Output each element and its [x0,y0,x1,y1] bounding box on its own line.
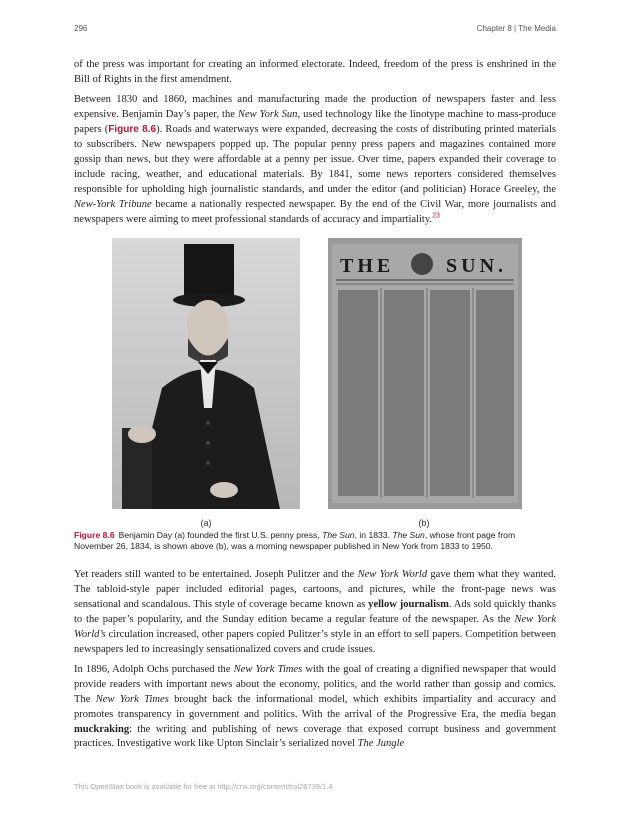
masthead-left: THE [340,255,395,277]
benjamin-day-portrait [112,238,300,509]
masthead-right: SUN. [446,255,508,277]
figure-caption: Figure 8.6 Benjamin Day (a) founded the first U.S. penny press, The Sun, in 1833. The Sun, whose front page from November 26, 1834, is shown above (b), was a morning newspaper published in New York from 1833 to 1950. [74,530,516,552]
key-term: muckraking [74,723,130,735]
page-number: 296 [74,24,88,33]
footnote-link[interactable]: 23 [432,212,440,220]
label-a: (a) [200,518,212,528]
paragraph: In 1896, Adolph Ochs purchased the New York Times with the goal of creating a dignified newspaper that would provide readers with important news about the economy, politics, and the world rather than gossip and comics. The New York Times brought back the informational model, which exhibits impartiality and accuracy and promotes transparency in government and politics. With the arrival of the Progressive Era, the media began muckraking: the writing and publishing of news coverage that exposed corrupt business and government practices. Investigative work like Upton Sinclair’s serialized novel The Jungle [74,663,556,750]
body-text-top [74,58,556,233]
page-footer: This OpenStax book is available for free at http://cnx.org/content/col26739/1.4 [74,782,333,791]
paragraph: of the press was important for creating an informed electorate. Indeed, freedom of the press is enshrined in the Bill of Rights in the first amendment. [74,59,556,85]
newspaper-name: New York Sun [237,109,298,121]
body-text-bottom [74,568,556,758]
figure-link[interactable]: Figure 8.6 [108,124,157,136]
the-sun-front-page [328,238,522,509]
newspaper-name: New-York Tribune [74,198,152,210]
caption-label: Figure 8.6 [74,530,115,540]
chapter-title: Chapter 8 | The Media [476,24,556,33]
page-header [74,24,556,33]
key-term: yellow journalism [368,598,449,610]
paragraph: Between 1830 and 1860, machines and manufacturing made the production of newspapers faster and less expensive. Benjamin Day’s paper, the New York Sun, used technology like the linotype machine to mass-produce papers (Figure 8.6). Roads and waterways were expanded, decreasing the costs of distributing printed materials to subscribers. New newspapers popped up. The popular penny press papers and magazines contained more gossip than news, but they were affordable at a penny per issue. Over time, papers expanded their coverage to include racing, weather, and educational materials. By 1841, some news reporters considered themselves responsible for upholding high journalistic standards, and under the editor (and politician) Horace Greeley, the New-York Tribune became a nationally respected newspaper. By the end of the Civil War, more journalists and newspapers were aiming to meet professional standards of accuracy and impartiality.$^{23}$ [74,94,556,225]
label-b: (b) [418,518,430,528]
paragraph: Yet readers still wanted to be entertained. Joseph Pulitzer and the New York World gave them what they wanted. The tabloid-style paper included editorial pages, cartoons, and pictures, while the front-page news was sensational and scandalous. This style of coverage became known as yellow journalism. Ads sold quickly thanks to the paper’s popularity, and the Sunday edition became a regular feature of the newspaper. As the New York World’s circulation increased, other papers copied Pulitzer’s style in an effort to sell papers. Competition between newspapers led to increasingly sensationalized covers and crude issues. [74,569,557,655]
